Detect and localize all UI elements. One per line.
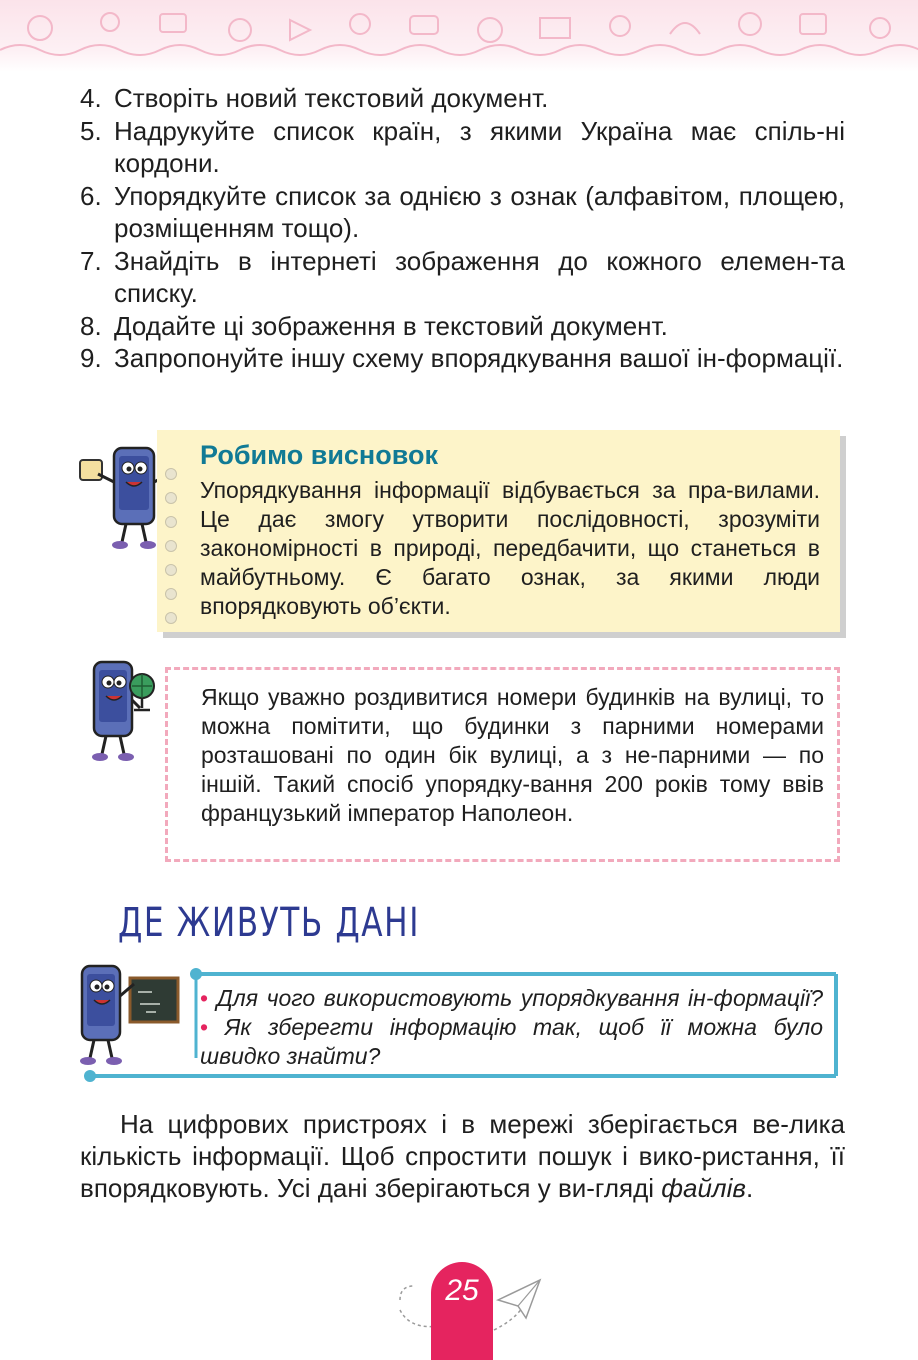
list-item	[80, 342, 845, 375]
step-text: Додайте ці зображення в текстовий документ.	[114, 310, 668, 341]
bullet: •	[200, 1014, 209, 1040]
question-2: Як зберегти інформацію так, щоб її можна було швидко знайти?	[200, 1014, 824, 1069]
paragraph-emphasis: файлів	[661, 1173, 746, 1203]
step-number: 6.	[80, 180, 102, 211]
step-text: Створіть новий текстовий документ.	[114, 83, 549, 113]
binder-ring	[165, 516, 177, 528]
list-item	[80, 245, 845, 310]
list-item	[80, 310, 845, 343]
binder-ring	[165, 588, 177, 600]
step-number: 8.	[80, 310, 102, 341]
step-text: Знайдіть в інтернеті зображення до кожного елемен-та списку.	[114, 245, 845, 308]
paragraph-text: На цифрових пристроях і в мережі зберігається ве-лика кількість інформації. Щоб спростити пошук і вико-ристання, її впорядковують. Усі дані зберігаються у ви-гляді	[80, 1109, 845, 1203]
questions-text	[200, 984, 823, 1071]
page-number: 25	[445, 1274, 479, 1307]
step-text: Упорядкуйте список за однією з ознак (алфавітом, площею, розміщенням тощо).	[114, 180, 845, 243]
list-item	[80, 115, 845, 180]
fact-text: Якщо уважно роздивитися номери будинків на вулиці, то можна помітити, що будинки з парними номерами розташовані по один бік вулиці, а з не-парними — по іншій. Такий спосіб упорядку-вання 200 років тому ввів французький імператор Наполеон.	[201, 684, 824, 826]
phone-mascot-globe-icon	[80, 656, 160, 766]
conclusion-box	[157, 430, 840, 632]
conclusion-title: Робимо висновок	[200, 440, 438, 470]
list-item	[80, 82, 845, 115]
step-number: 9.	[80, 343, 102, 373]
paragraph-end: .	[745, 1173, 754, 1203]
doodle-band-icon	[0, 0, 918, 72]
step-number: 4.	[80, 83, 102, 113]
binder-ring	[165, 540, 177, 552]
binder-ring	[165, 612, 177, 624]
binder-ring	[165, 468, 177, 480]
section-title: ДЕ ЖИВУТЬ ДАНІ	[118, 900, 420, 946]
bullet: •	[200, 985, 209, 1011]
binder-ring	[165, 492, 177, 504]
step-number: 5.	[80, 115, 102, 146]
top-doodle-band	[0, 0, 918, 72]
list-item	[80, 180, 845, 245]
step-text: Надрукуйте список країн, з якими Україна має спіль-ні кордони.	[114, 115, 845, 178]
body-paragraph	[80, 1108, 845, 1204]
question-1: Для чого використовують упорядкування ін-формації?	[216, 985, 823, 1011]
binder-ring	[165, 564, 177, 576]
step-text: Запропонуйте іншу схему впорядкування вашої ін-формації.	[114, 343, 844, 373]
conclusion-text: Упорядкування інформації відбувається за пра-вилами. Це дає змогу утворити послідовності, зрозуміти закономірності в природі, передбачити, що станеться в майбутньому. Є багато ознак, за якими люди впорядковують об’єкти.	[200, 477, 820, 619]
fact-box	[165, 667, 840, 862]
step-number: 7.	[80, 245, 102, 276]
steps-list	[80, 82, 845, 375]
